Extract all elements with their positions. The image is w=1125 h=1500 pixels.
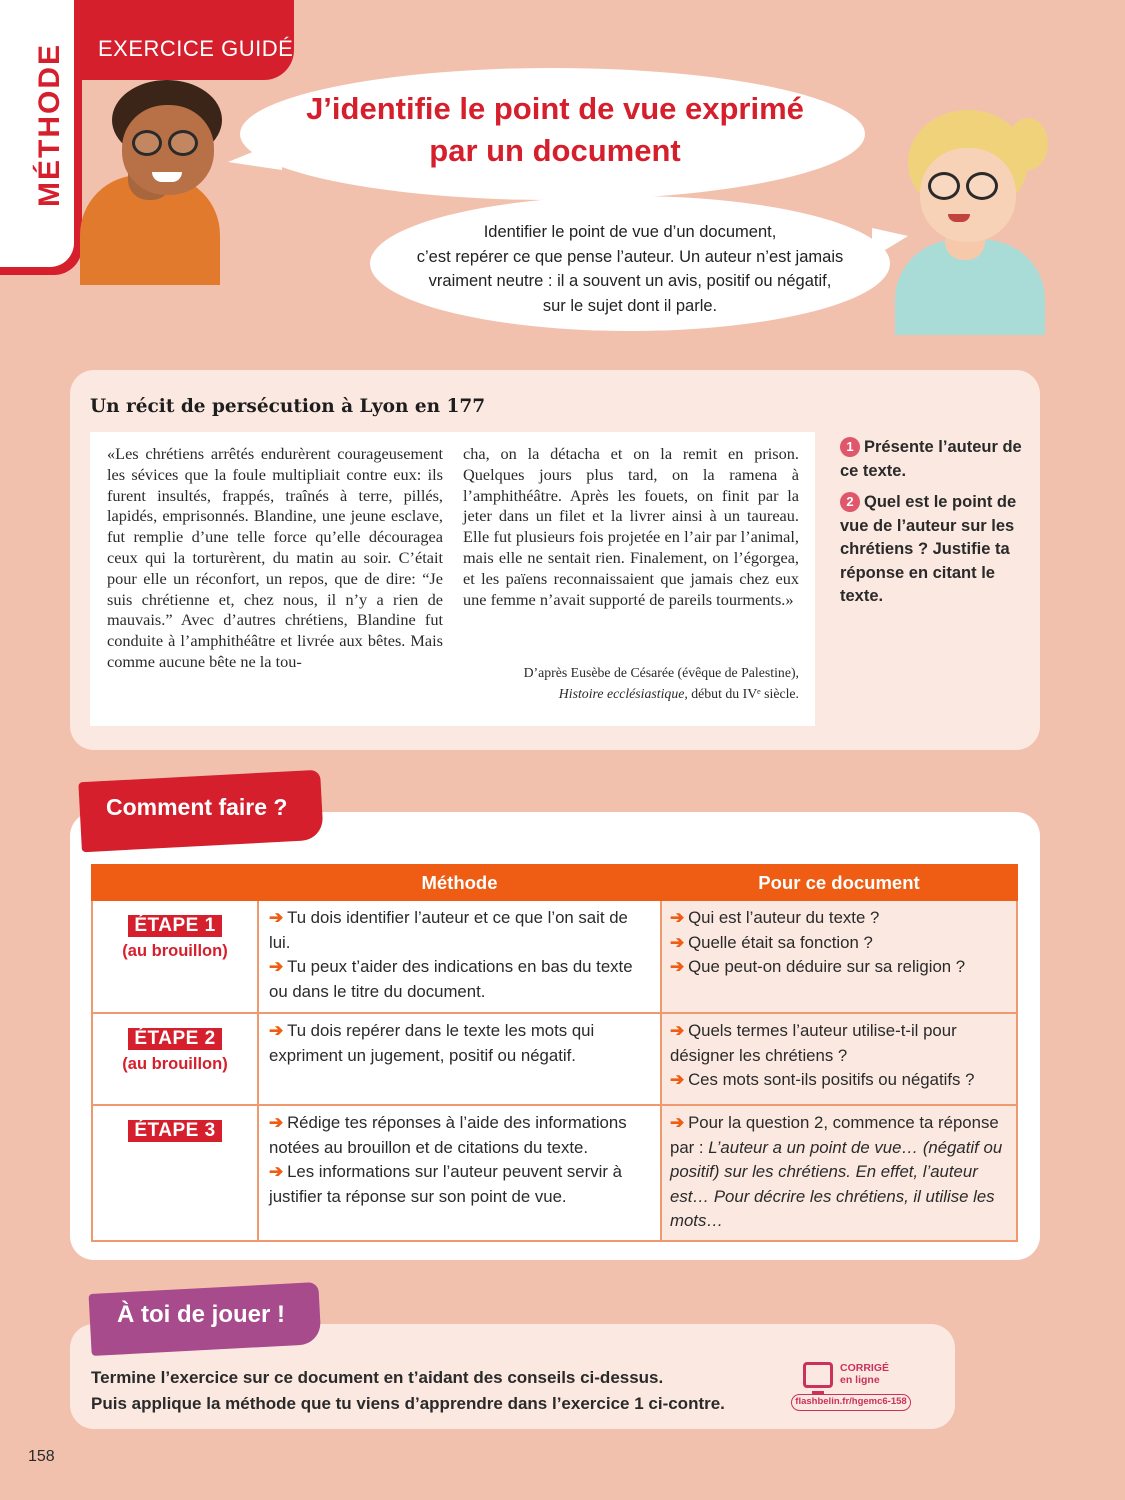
- intro-text: [390, 220, 870, 318]
- document-cell: [661, 1013, 1017, 1105]
- intro-line: sur le sujet dont il parle.: [542, 296, 718, 315]
- table-row-step-2: [92, 1013, 1017, 1105]
- doc-text: Ces mots sont-ils positifs ou négatifs ?: [688, 1070, 975, 1089]
- doc-text: Quels termes l’auteur utilise-t-il pour désigner les chrétiens ?: [670, 1021, 957, 1065]
- page-title: [290, 88, 820, 172]
- girl-glasses-left: [928, 172, 960, 200]
- girl-character-illustration: [890, 110, 1060, 330]
- arrow-icon: ➔: [269, 1113, 284, 1132]
- step-cell: [92, 1105, 258, 1241]
- doc-item: [670, 1019, 1006, 1068]
- play-flag-label: À toi de jouer !: [117, 1301, 285, 1328]
- method-text: Rédige tes réponses à l’aide des informations notées au brouillon et de citations du texte.: [269, 1113, 627, 1157]
- method-item: [269, 1111, 650, 1160]
- intro-line: vraiment neutre : il a souvent un avis, positif ou négatif,: [428, 272, 832, 290]
- arrow-icon: ➔: [269, 908, 284, 927]
- how-to-flag-label: Comment faire ?: [106, 794, 288, 820]
- step-cell: [92, 900, 258, 1013]
- corrige-link[interactable]: flashbelin.fr/hgemc6-158: [791, 1394, 911, 1411]
- arrow-icon: ➔: [670, 908, 685, 927]
- document-source: [463, 662, 799, 704]
- method-item: [269, 906, 650, 955]
- question-text: Quel est le point de vue de l’auteur sur les chrétiens ? Justifie ta réponse en citant le texte.: [840, 493, 1017, 605]
- page-title-line-1: J’identifie le point de vue exprimé: [306, 91, 804, 126]
- page-number: 158: [28, 1448, 55, 1465]
- method-text: Les informations sur l’auteur peuvent servir à justifier ta réponse sur son point de vue.: [269, 1162, 622, 1206]
- girl-glasses-right: [966, 172, 998, 200]
- boy-character-illustration: [70, 80, 240, 280]
- doc-item: [670, 931, 1006, 956]
- arrow-icon: ➔: [670, 1070, 685, 1089]
- source-date: début du IVᵉ siècle.: [691, 686, 799, 701]
- doc-item: [670, 1068, 1006, 1093]
- method-item: [269, 1019, 650, 1068]
- questions-list: [840, 436, 1025, 617]
- method-item: [269, 955, 650, 1004]
- source-work: Histoire ecclésiastique,: [558, 686, 688, 701]
- corrige-line: CORRIGÉ: [840, 1362, 890, 1374]
- doc-text: Qui est l’auteur du texte ?: [688, 908, 880, 927]
- doc-item: [670, 906, 1006, 931]
- intro-line: c’est repérer ce que pense l’auteur. Un auteur n’est jamais: [416, 247, 844, 266]
- method-table-header: [92, 865, 1017, 900]
- step-cell: [92, 1013, 258, 1105]
- arrow-icon: ➔: [670, 1021, 685, 1040]
- corrige-label: [840, 1362, 889, 1386]
- arrow-icon: ➔: [670, 957, 685, 976]
- doc-item: [670, 955, 1006, 980]
- question-item: [840, 491, 1025, 609]
- page-title-line-2: par un document: [429, 133, 681, 168]
- arrow-icon: ➔: [269, 1021, 284, 1040]
- boy-glasses-left: [132, 130, 162, 156]
- arrow-icon: ➔: [269, 957, 284, 976]
- step-subtitle: (au brouillon): [122, 941, 228, 960]
- play-line: Termine l’exercice sur ce document en t’aidant des conseils ci-dessus.: [91, 1368, 664, 1387]
- arrow-icon: ➔: [269, 1162, 284, 1181]
- method-cell: [258, 900, 661, 1013]
- play-instructions: [91, 1365, 725, 1416]
- step-badge: ÉTAPE 1: [128, 915, 221, 937]
- header-step-column: [92, 865, 258, 900]
- question-text: Présente l’auteur de ce texte.: [840, 438, 1022, 480]
- doc-text: Quelle était sa fonction ?: [688, 932, 873, 952]
- method-item: [269, 1160, 650, 1209]
- source-work-line: [463, 683, 799, 704]
- document-title: Un récit de persécution à Lyon en 177: [90, 396, 486, 417]
- document-text-column-2: cha, on la détacha et on la remit en prison. Quelques jours plus tard, on la ramena à l’amphithéâtre. Après les fouets, on finit par la jeter dans un filet et la livrer ainsi à un taureau. Elle fut plusieurs fois projetée en l’air par l’animal, mais elle ne sentait rien. Finalement, on l’égorgea, et les païens reconnaissaient que jamais chez eux une femme n’avait supporté de pareils tourments.»: [463, 444, 799, 609]
- screen-icon: [803, 1362, 833, 1388]
- corrige-line: en ligne: [840, 1374, 880, 1386]
- header-document-column: Pour ce document: [661, 865, 1017, 900]
- document-cell: [661, 900, 1017, 1013]
- question-number: 1: [840, 437, 860, 457]
- method-cell: [258, 1105, 661, 1241]
- table-row-step-3: [92, 1105, 1017, 1241]
- method-side-label: MÉTHODE: [33, 43, 66, 207]
- girl-ponytail: [1008, 118, 1048, 170]
- method-text: Tu peux t’aider des indications en bas du texte ou dans le titre du document.: [269, 957, 633, 1001]
- exercise-banner-label: EXERCICE GUIDÉ: [98, 36, 294, 61]
- play-line: Puis applique la méthode que tu viens d’apprendre dans l’exercice 1 ci-contre.: [91, 1393, 725, 1413]
- question-number: 2: [840, 492, 860, 512]
- doc-item: [670, 1111, 1006, 1234]
- doc-text: Pour la question 2, commence ta réponse par :: [670, 1113, 999, 1157]
- document-text-column-1: «Les chrétiens arrêtés endurèrent courageusement les sévices que la foule multipliait contre eux: ils furent insultés, frappés, traînés à terre, pillés, lapidés, emprisonnés. Blandine, une jeune esclave, fut remplie d’une telle force qu’elle découragea ceux qui la torturèrent, du matin au soir. C’était pour elle un réconfort, un repos, que de dire: “Je suis chrétienne et, chez nous, il n’y a rien de mauvais.” Avec d’autres chrétiens, Blandine fut conduite à l’amphithéâtre et livrée aux bêtes. Mais comme aucune bête ne la tou-: [107, 444, 443, 671]
- method-cell: [258, 1013, 661, 1105]
- method-text: Tu dois repérer dans le texte les mots qui expriment un jugement, positif ou négatif.: [269, 1021, 595, 1065]
- method-text: Tu dois identifier l’auteur et ce que l’on sait de lui.: [269, 908, 628, 952]
- header-method-column: Méthode: [258, 865, 661, 900]
- document-cell: [661, 1105, 1017, 1241]
- step-subtitle: (au brouillon): [122, 1054, 228, 1073]
- arrow-icon: ➔: [670, 932, 685, 952]
- question-item: [840, 436, 1025, 483]
- intro-line: Identifier le point de vue d’un document,: [483, 223, 777, 241]
- step-badge: ÉTAPE 3: [128, 1120, 221, 1142]
- table-row-step-1: [92, 900, 1017, 1013]
- doc-example-text: L’auteur a un point de vue… (négatif ou positif) sur les chrétiens. En effet, l’auteur est… Pour décrire les chrétiens, il utilise les mots…: [670, 1137, 1003, 1230]
- doc-text: Que peut-on déduire sur sa religion ?: [688, 957, 966, 976]
- step-badge: ÉTAPE 2: [128, 1028, 221, 1050]
- arrow-icon: ➔: [670, 1113, 685, 1132]
- boy-glasses-right: [168, 130, 198, 156]
- method-table: [91, 864, 1018, 1242]
- source-author: D’après Eusèbe de Césarée (évêque de Palestine),: [523, 665, 799, 680]
